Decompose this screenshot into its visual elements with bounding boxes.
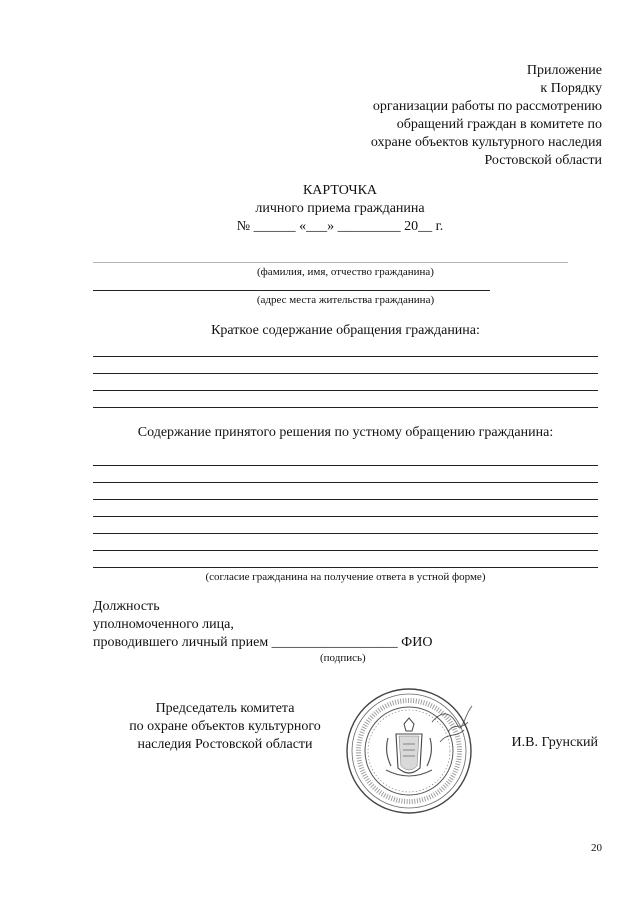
fio-caption: (фамилия, имя, отчество гражданина)	[257, 266, 434, 278]
appendix-line: Приложение	[526, 63, 602, 78]
decision-line-3[interactable]	[93, 499, 598, 500]
address-caption: (адрес места жительства гражданина)	[256, 294, 435, 306]
fio-line[interactable]	[93, 262, 568, 263]
card-subtitle: личного приема гражданина	[255, 201, 425, 216]
summary-line-3[interactable]	[93, 390, 598, 391]
chairman-line: наследия Ростовской области	[137, 737, 313, 752]
appendix-line: организации работы по рассмотрению	[372, 99, 602, 114]
consent-caption: (согласие гражданина на получение ответа в устной форме)	[205, 571, 486, 583]
decision-line-4[interactable]	[93, 516, 598, 517]
decision-line-2[interactable]	[93, 482, 598, 483]
summary-line-1[interactable]	[93, 356, 598, 357]
official-line: Должность	[93, 599, 160, 614]
appendix-line: обращений граждан в комитете по	[396, 117, 602, 132]
address-line[interactable]	[93, 290, 490, 291]
appendix-line: Ростовской области	[484, 153, 602, 168]
appendix-line: к Порядку	[540, 81, 602, 96]
official-seal	[344, 686, 474, 816]
official-block	[93, 598, 513, 652]
chairman-line: по охране объектов культурного	[129, 719, 321, 734]
summary-line-4[interactable]	[93, 407, 598, 408]
decision-line-6[interactable]	[93, 550, 598, 551]
decision-heading: Содержание принятого решения по устному обращению гражданина:	[137, 425, 554, 440]
official-line: уполномоченного лица,	[93, 617, 234, 632]
summary-line-2[interactable]	[93, 373, 598, 374]
card-title: КАРТОЧКА	[302, 183, 378, 198]
appendix-line: охране объектов культурного наследия	[370, 135, 602, 150]
card-number-line: № ______ «___» _________ 20__ г.	[236, 219, 444, 234]
chairman-name: И.В. Грунский	[511, 735, 598, 750]
summary-heading: Краткое содержание обращения гражданина:	[211, 323, 480, 338]
signature-caption: (подпись)	[320, 652, 366, 664]
official-line: проводившего личный прием __________________ ФИО	[93, 635, 433, 650]
chairman-line: Председатель комитета	[155, 701, 295, 716]
page-number: 20	[591, 842, 602, 854]
card-header	[190, 182, 490, 236]
decision-line-7[interactable]	[93, 567, 598, 568]
chairman-block	[100, 700, 350, 754]
decision-line-5[interactable]	[93, 533, 598, 534]
appendix-block	[302, 62, 602, 170]
decision-line-1[interactable]	[93, 465, 598, 466]
seal-graphic	[344, 686, 474, 816]
